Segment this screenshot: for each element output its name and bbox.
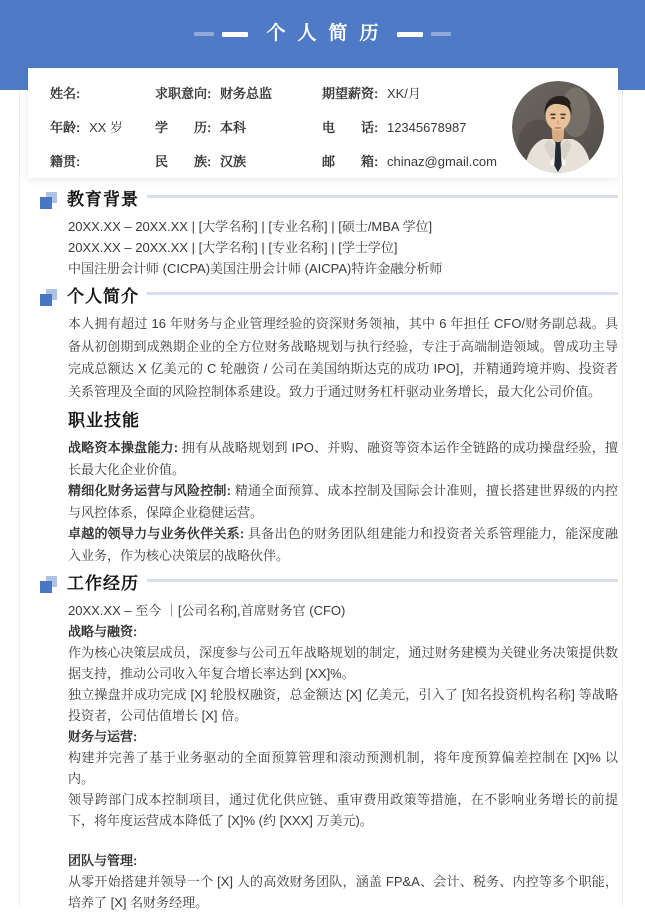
section-title: 个人简介 xyxy=(67,287,139,306)
personal-info-grid xyxy=(50,77,498,176)
work-company-line: 20XX.XX – 至今 ｜[公司名称],首席财务官 (CFO) xyxy=(68,603,346,618)
personal-info-card xyxy=(28,68,618,178)
info-age-value: XX 岁 xyxy=(88,120,123,135)
info-expected-salary-value: XK/月 xyxy=(386,86,421,101)
section-divider-line xyxy=(147,579,618,582)
skill-item-text: 精通全面预算、成本控制及国际会计准则，擅长搭建世界级的内控与风控体系，保障企业稳健运营。 xyxy=(68,483,618,520)
portrait-illustration xyxy=(512,81,604,173)
section-title: 教育背景 xyxy=(67,190,139,209)
skill-item-text: 拥有从战略规划到 IPO、并购、融资等资本运作全链路的成功操盘经验，擅长最大化企业价值。 xyxy=(68,440,618,477)
section-work-body xyxy=(68,600,618,912)
section-profile-body xyxy=(68,313,618,403)
info-name xyxy=(50,83,155,102)
section-title: 工作经历 xyxy=(67,574,139,593)
skill-item xyxy=(68,523,618,566)
section-skills xyxy=(40,409,618,566)
info-phone-label: 电 话: xyxy=(322,120,379,135)
info-ethnicity xyxy=(155,151,322,170)
info-hometown xyxy=(50,151,155,170)
work-group-lead: 战略与融资: xyxy=(68,624,138,639)
info-education xyxy=(155,117,322,136)
info-job-intent-value: 财务总监 xyxy=(219,86,272,101)
info-age-label: 年龄: xyxy=(50,120,81,135)
title-dash-icon xyxy=(397,32,423,37)
education-entry: 20XX.XX – 20XX.XX | [大学名称] | [专业名称] | [硕士/MBA 学位] xyxy=(68,219,433,234)
title-dash-icon xyxy=(194,32,214,36)
info-name-label: 姓名: xyxy=(50,86,81,101)
section-skills-body xyxy=(68,437,618,566)
info-email-label: 邮 箱: xyxy=(322,154,379,169)
section-work xyxy=(40,572,618,912)
skill-item-text: 具备出色的财务团队组建能力和投资者关系管理能力，能深度融入业务，作为核心决策层的战略伙伴。 xyxy=(68,526,618,563)
section-square-bullet-icon xyxy=(40,576,57,593)
work-paragraph: 作为核心决策层成员，深度参与公司五年战略规划的制定，通过财务建模为关键业务决策提供数据支持，推动公司收入年复合增长率达到 [XX]%。 xyxy=(68,645,618,681)
info-education-value: 本科 xyxy=(219,120,246,135)
section-square-bullet-icon xyxy=(40,192,57,209)
section-square-bullet-icon xyxy=(40,289,57,306)
section-education-header xyxy=(40,188,618,212)
info-expected-salary xyxy=(322,83,498,102)
section-work-header xyxy=(40,572,618,596)
title-row xyxy=(0,0,645,46)
section-education-body xyxy=(68,216,618,279)
info-ethnicity-value: 汉族 xyxy=(219,154,246,169)
info-expected-salary-label: 期望薪资: xyxy=(322,86,379,101)
section-profile xyxy=(40,285,618,403)
info-ethnicity-label: 民 族: xyxy=(155,154,212,169)
skill-item-lead: 战略资本操盘能力: xyxy=(68,440,179,455)
section-title: 职业技能 xyxy=(68,411,140,430)
profile-paragraph: 本人拥有超过 16 年财务与企业管理经验的资深财务领袖，其中 6 年担任 CFO/财务副总裁。具备从初创期到成熟期企业的全方位财务战略规划与执行经验，专注于高端制造领域。曾成功主导完成总额达 X 亿美元的 C 轮融资 / 公司在美国纳斯达克的成功 IPO]，并精通跨境并购、投资者关系管理及全面的风险控制体系建设。致力于通过财务杠杆驱动业务增长，最大化公司价值。 xyxy=(68,316,618,399)
title-dash-icon xyxy=(222,32,248,37)
work-paragraph: 构建并完善了基于业务驱动的全面预算管理和滚动预测机制，将年度预算偏差控制在 [X]% 以内。 xyxy=(68,750,618,786)
resume-body xyxy=(40,188,618,912)
info-email xyxy=(322,151,498,170)
skill-item xyxy=(68,437,618,480)
profile-photo xyxy=(512,81,604,173)
education-entry: 20XX.XX – 20XX.XX | [大学名称] | [专业名称] | [学士学位] xyxy=(68,240,398,255)
info-email-value: chinaz@gmail.com xyxy=(386,154,497,169)
work-group-lead: 团队与管理: xyxy=(68,853,138,868)
work-paragraph: 独立操盘并成功完成 [X] 轮股权融资，总金额达 [X] 亿美元，引入了 [知名投资机构名称] 等战略投资者，公司估值增长 [X] 倍。 xyxy=(68,687,618,723)
section-divider-line xyxy=(147,195,618,198)
info-phone xyxy=(322,117,498,136)
section-education xyxy=(40,188,618,279)
skill-item-lead: 卓越的领导力与业务伙伴关系: xyxy=(68,526,245,541)
work-group-lead: 财务与运营: xyxy=(68,729,138,744)
work-paragraph: 从零开始搭建并领导一个 [X] 人的高效财务团队，涵盖 FP&A、会计、税务、内控等多个职能，培养了 [X] 名财务经理。 xyxy=(68,874,618,910)
info-job-intent xyxy=(155,83,322,102)
page-edge-left xyxy=(19,88,20,906)
page-title: 个人简历 xyxy=(266,23,391,44)
info-education-label: 学 历: xyxy=(155,120,212,135)
education-entry: 中国注册会计师 (CICPA)美国注册会计师 (AICPA)特许金融分析师 xyxy=(68,261,443,276)
work-paragraph: 领导跨部门成本控制项目，通过优化供应链、重审费用政策等措施，在不影响业务增长的前提下，将年度运营成本降低了 [X]% (约 [XXX] 万美元)。 xyxy=(68,792,618,828)
info-hometown-label: 籍贯: xyxy=(50,154,81,169)
page-edge-right xyxy=(622,88,623,906)
section-profile-header xyxy=(40,285,618,309)
title-dash-icon xyxy=(431,32,451,36)
info-phone-value: 12345678987 xyxy=(386,120,467,135)
skill-item xyxy=(68,480,618,523)
skill-item-lead: 精细化财务运营与风险控制: xyxy=(68,483,231,498)
section-skills-header xyxy=(68,409,618,433)
section-divider-line xyxy=(147,292,618,295)
info-age xyxy=(50,117,155,136)
info-job-intent-label: 求职意向: xyxy=(155,86,212,101)
